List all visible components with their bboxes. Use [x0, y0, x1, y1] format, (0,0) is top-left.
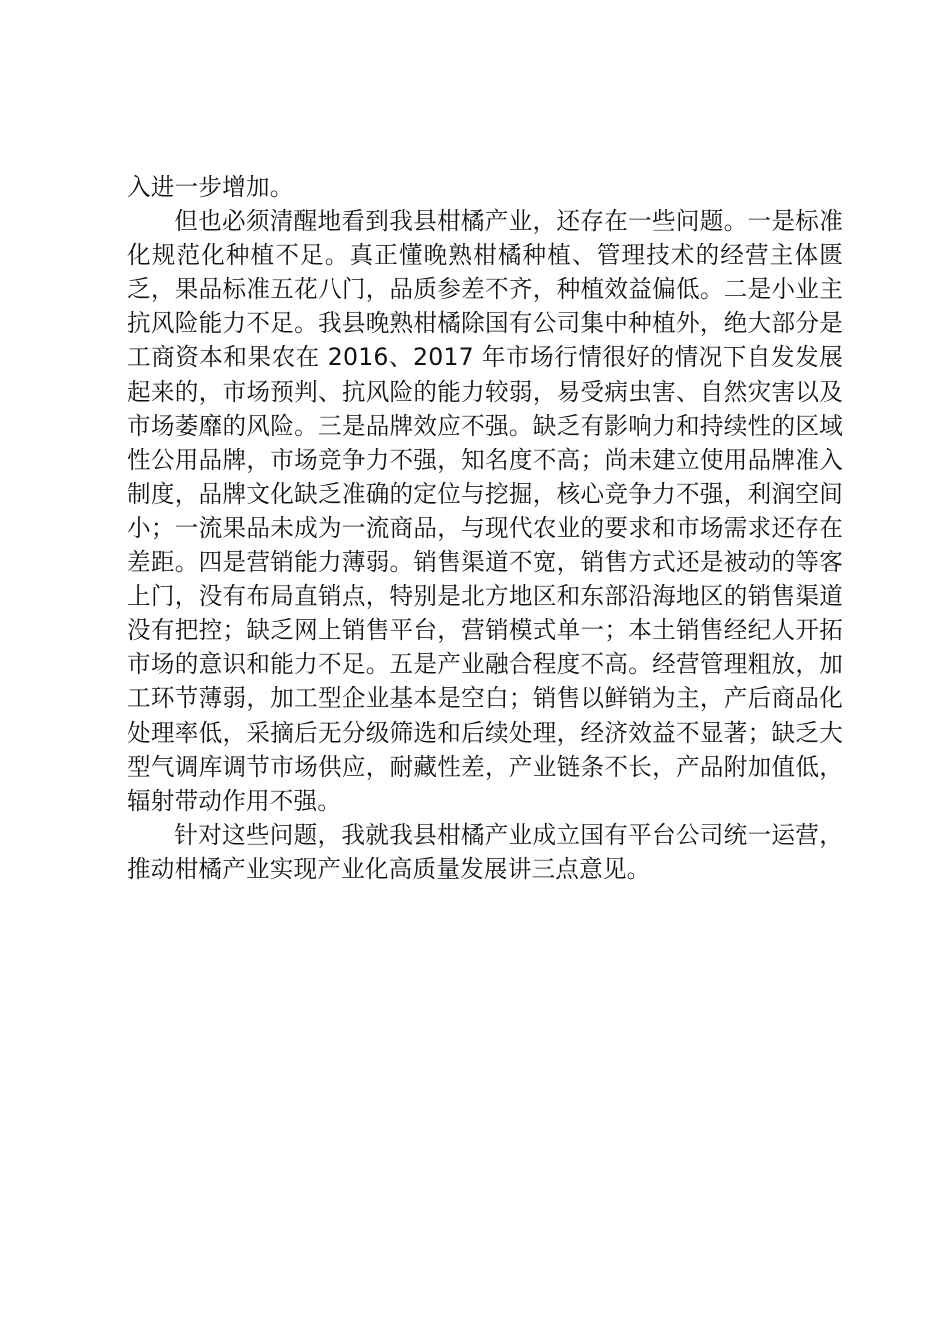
body-text: [127, 170, 843, 886]
paragraph-problems: 但也必须清醒地看到我县柑橘产业，还存在一些问题。一是标准化规范化种植不足。真正懂晚熟柑橘种植、管理技术的经营主体匮乏，果品标准五花八门，品质参差不齐，种植效益偏低。二是小业主抗风险能力不足。我县晚熟柑橘除国有公司集中种植外，绝大部分是工商资本和果农在 2016、2017 年市场行情很好的情况下自发发展起来的，市场预判、抗风险的能力较弱，易受病虫害、自然灾害以及市场萎靡的风险。三是品牌效应不强。缺乏有影响力和持续性的区域性公用品牌，市场竞争力不强，知名度不高；尚未建立使用品牌准入制度，品牌文化缺乏准确的定位与挖掘，核心竞争力不强，利润空间小；一流果品未成为一流商品，与现代农业的要求和市场需求还存在差距。四是营销能力薄弱。销售渠道不宽，销售方式还是被动的等客上门，没有布局直销点，特别是北方地区和东部沿海地区的销售渠道没有把控；缺乏网上销售平台，营销模式单一；本土销售经纪人开拓市场的意识和能力不足。五是产业融合程度不高。经营管理粗放，加工环节薄弱，加工型企业基本是空白；销售以鲜销为主，产后商品化处理率低，采摘后无分级筛选和后续处理，经济效益不显著；缺乏大型气调库调节市场供应，耐藏性差，产业链条不长，产品附加值低，辐射带动作用不强。: [127, 207, 843, 815]
paragraph-opinions: 针对这些问题，我就我县柑橘产业成立国有平台公司统一运营，推动柑橘产业实现产业化高质量发展讲三点意见。: [127, 820, 843, 883]
paragraph-continuation: 入进一步增加。: [127, 173, 294, 201]
